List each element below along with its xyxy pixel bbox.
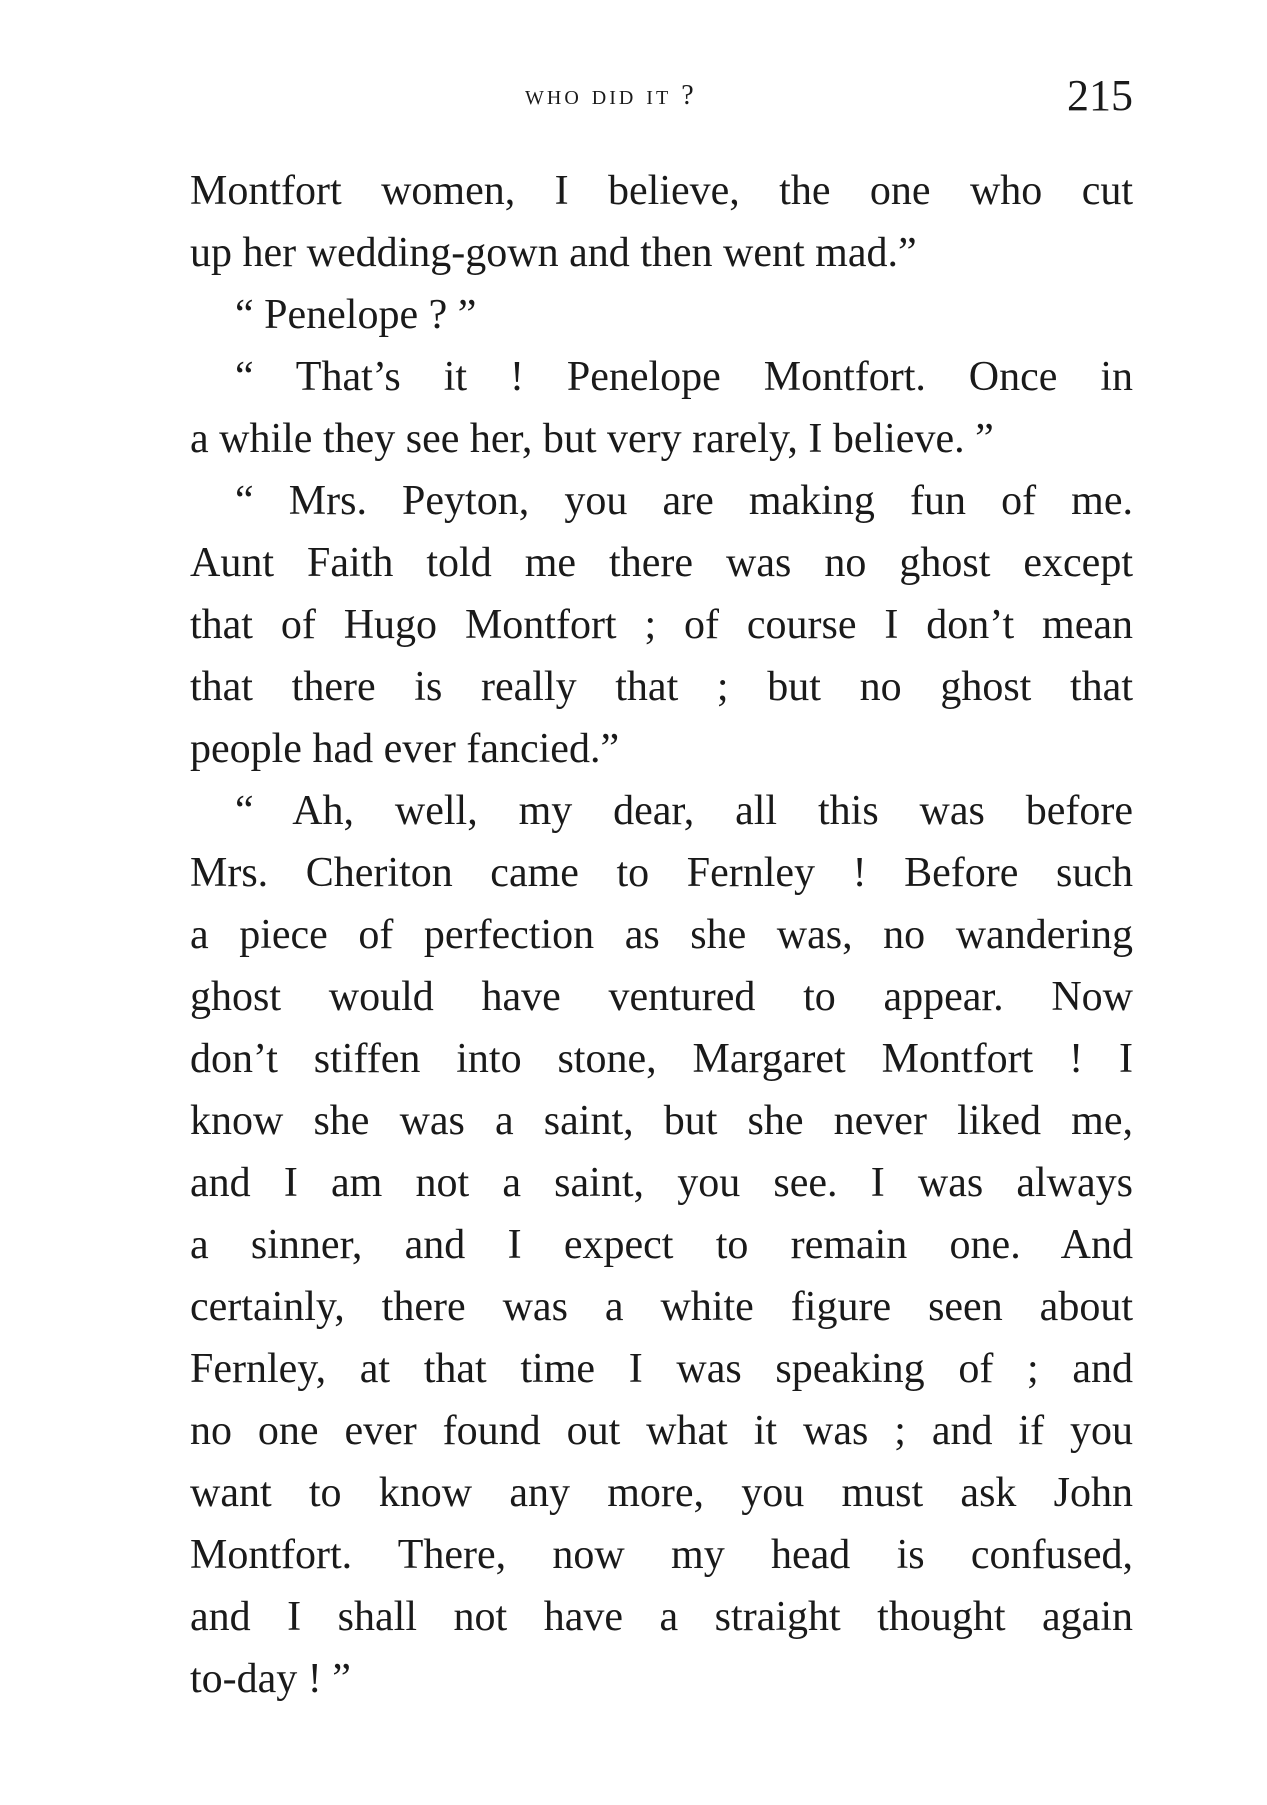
text-line: up her wedding-gown and then went mad.” — [190, 230, 917, 276]
text-line: certainly, there was a white figure seen about — [190, 1284, 1133, 1330]
text-line: Aunt Faith told me there was no ghost except — [190, 540, 1133, 586]
text-line: a while they see her, but very rarely, I believe. ” — [190, 416, 994, 462]
text-line: Mrs. Cheriton came to Fernley ! Before such — [190, 850, 1133, 896]
text-line: that of Hugo Montfort ; of course I don’t mean — [190, 602, 1133, 648]
text-line: no one ever found out what it was ; and if you — [190, 1408, 1133, 1454]
text-line: ghost would have ventured to appear. Now — [190, 974, 1133, 1020]
text-line: a piece of perfection as she was, no wandering — [190, 912, 1133, 958]
running-title: who did it ? — [525, 80, 697, 111]
text-line: “ That’s it ! Penelope Montfort. Once in — [235, 354, 1133, 400]
text-line: a sinner, and I expect to remain one. And — [190, 1222, 1133, 1268]
page-number: 215 — [1067, 71, 1133, 120]
text-line: Montfort women, I believe, the one who cut — [190, 168, 1133, 214]
body-text — [190, 160, 1133, 1710]
text-line: “ Ah, well, my dear, all this was before — [235, 788, 1133, 834]
text-line: people had ever fancied.” — [190, 726, 620, 772]
text-line: “ Penelope ? ” — [235, 292, 477, 338]
text-line: don’t stiffen into stone, Margaret Montfort ! I — [190, 1036, 1133, 1082]
text-line: Montfort. There, now my head is confused, — [190, 1532, 1133, 1578]
text-line: and I am not a saint, you see. I was always — [190, 1160, 1133, 1206]
text-line: and I shall not have a straight thought again — [190, 1594, 1133, 1640]
text-line: Fernley, at that time I was speaking of ; and — [190, 1346, 1133, 1392]
text-line: know she was a saint, but she never liked me, — [190, 1098, 1133, 1144]
text-line: want to know any more, you must ask John — [190, 1470, 1133, 1516]
text-line: that there is really that ; but no ghost that — [190, 664, 1133, 710]
text-line: “ Mrs. Peyton, you are making fun of me. — [235, 478, 1133, 524]
running-head — [190, 70, 1133, 120]
text-line: to-day ! ” — [190, 1656, 351, 1702]
